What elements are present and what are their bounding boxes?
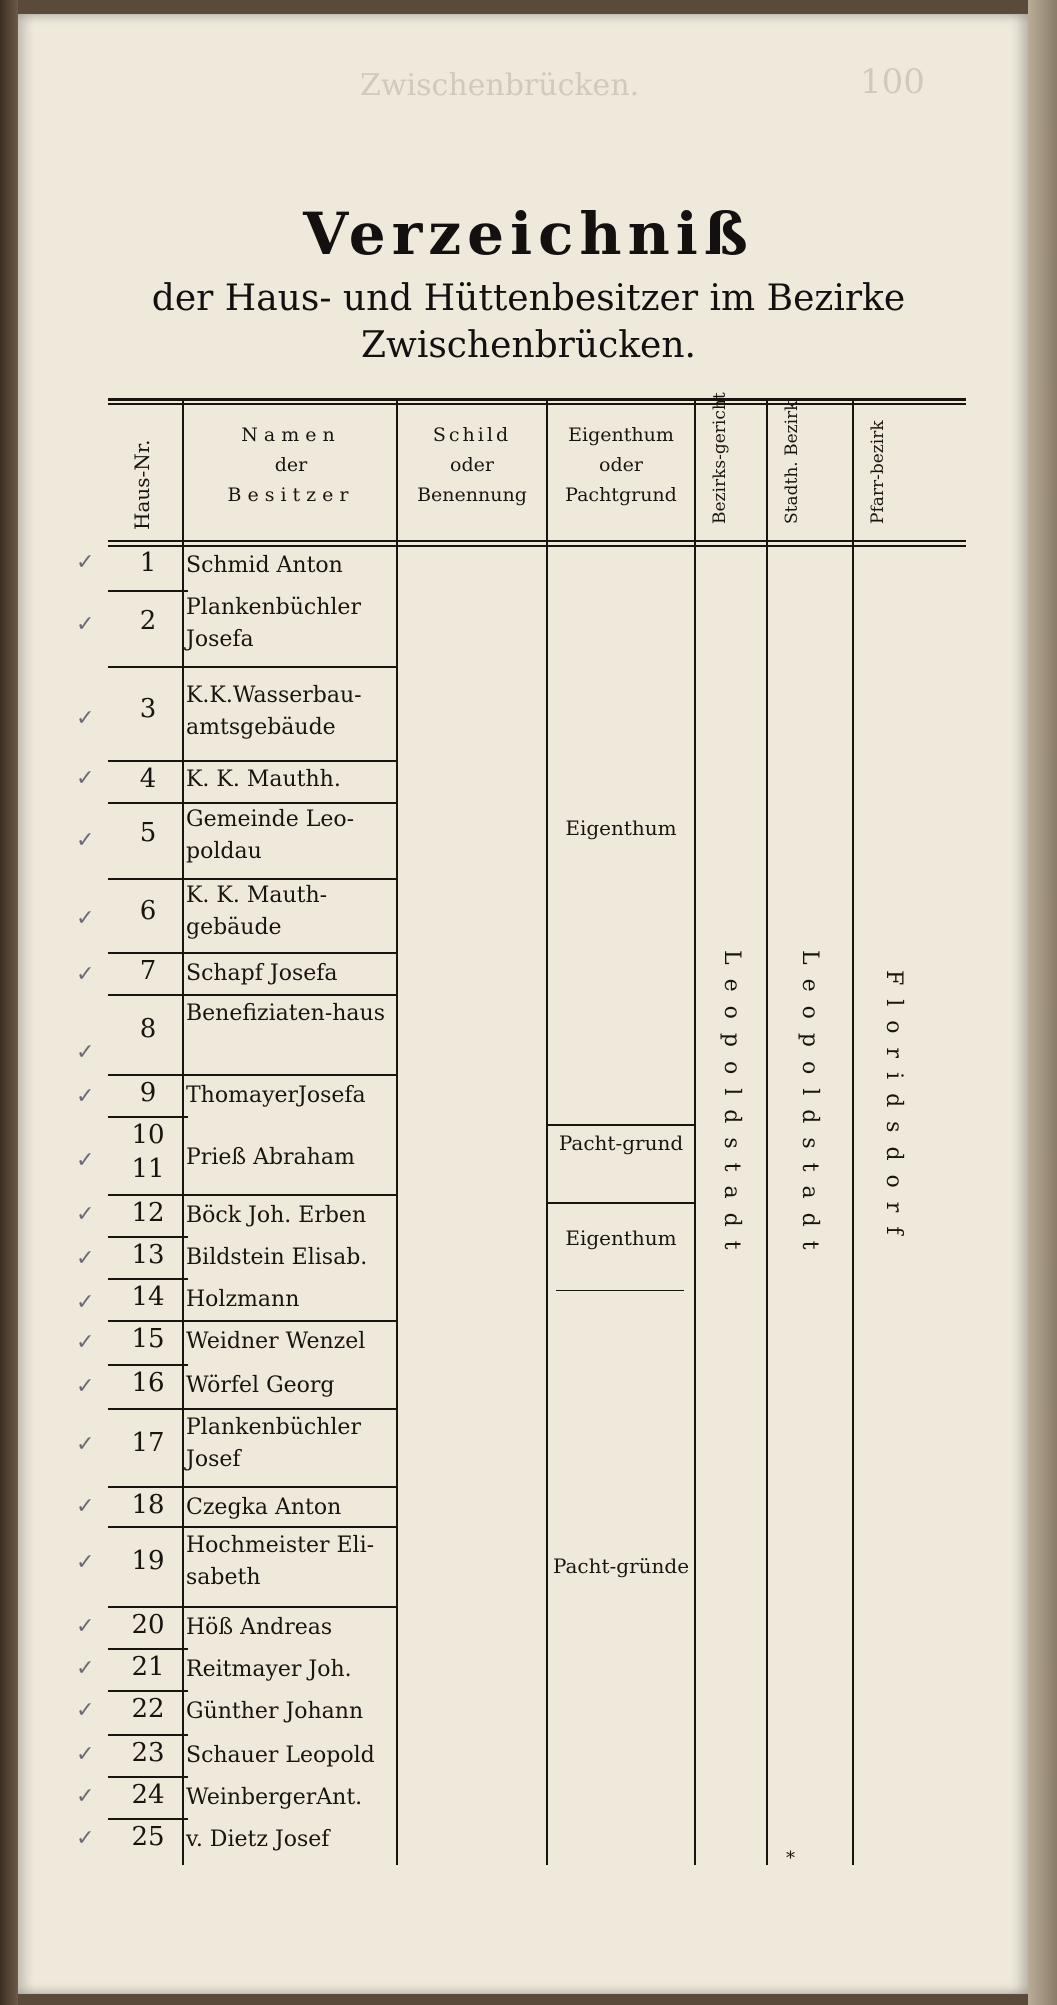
subtitle-line: der Haus- und Hüttenbesitzer im Bezirke: [151, 278, 906, 319]
pencil-check-icon: ✓: [76, 1148, 95, 1173]
pencil-check-icon: ✓: [76, 1698, 95, 1723]
pencil-check-icon: ✓: [76, 1246, 95, 1271]
owner-name: Hochmeister Eli-sabeth: [186, 1533, 375, 1590]
owner-name: K. K. Mauthh.: [186, 767, 341, 792]
house-number: 1: [139, 548, 157, 578]
pencil-check-icon: ✓: [76, 1432, 95, 1457]
owner-name: WeinbergerAnt.: [186, 1785, 363, 1810]
header-schild: Schild oder Benennung: [417, 424, 527, 506]
page-title: Verzeichniß: [303, 200, 754, 268]
header-eigenthum: Eigenthum oder Pachtgrund: [565, 424, 677, 506]
owner-name: Holzmann: [186, 1287, 300, 1312]
owner-name: Plankenbüchler Josefa: [186, 595, 361, 652]
owner-name: Schauer Leopold: [186, 1743, 375, 1768]
house-number: 18: [131, 1490, 165, 1520]
owner-name: ThomayerJosefa: [186, 1083, 366, 1108]
house-number: 23: [131, 1738, 165, 1768]
pencil-check-icon: ✓: [76, 1330, 95, 1355]
header-pfarr-bezirk: Pfarr-bezirk: [868, 420, 888, 524]
pencil-check-icon: ✓: [76, 828, 95, 853]
header-bottom-rule: [108, 540, 966, 542]
pencil-check-icon: ✓: [76, 1494, 95, 1519]
house-number: 12: [131, 1198, 165, 1228]
bleed-through-header: Zwischenbrücken.: [360, 68, 640, 103]
house-number: 9: [139, 1078, 157, 1108]
house-number: 7: [139, 956, 157, 986]
owner-name: Schmid Anton: [186, 553, 343, 578]
pencil-check-icon: ✓: [76, 1614, 95, 1639]
house-number: 15: [131, 1324, 165, 1354]
pencil-check-icon: ✓: [76, 1040, 95, 1065]
owner-name: Höß Andreas: [186, 1615, 333, 1640]
ownership-pachtgrund: Pacht-grund: [558, 1131, 684, 1155]
house-number: 20: [131, 1610, 165, 1640]
house-number: 4: [139, 764, 157, 794]
ownership-eigenthum-2: Eigenthum: [565, 1226, 677, 1250]
owner-name: K. K. Mauth-gebäude: [186, 883, 328, 940]
ownership-divider: [548, 1124, 694, 1126]
subtitle-district: Zwischenbrücken.: [360, 325, 696, 366]
pfarr-bezirk-floridsdorf: Floridsdorf: [881, 970, 906, 1249]
pencil-check-icon: ✓: [76, 1374, 95, 1399]
header-bezirksgericht: Bezirks-gericht: [710, 392, 730, 524]
house-number: 14: [131, 1282, 165, 1312]
pencil-check-icon: ✓: [76, 1084, 95, 1109]
owner-name: Weidner Wenzel: [186, 1329, 366, 1354]
house-number: 24: [131, 1780, 165, 1810]
owner-name: Schapf Josefa: [186, 961, 338, 986]
header-haus-nr: Haus-Nr.: [130, 439, 154, 530]
owner-name: Gemeinde Leo-poldau: [186, 807, 355, 864]
house-number: 13: [131, 1240, 165, 1270]
pencil-check-icon: ✓: [76, 1826, 95, 1851]
pencil-check-icon: ✓: [76, 1550, 95, 1575]
header-namen: Namen der Besitzer: [227, 424, 355, 506]
owner-name: v. Dietz Josef: [186, 1827, 330, 1852]
ownership-eigenthum: Eigenthum: [565, 816, 677, 840]
stadth-bezirk-leopoldstadt: Leopoldstadt: [797, 950, 822, 1264]
house-number: 5: [139, 818, 157, 848]
owner-name: Günther Johann: [186, 1699, 364, 1724]
pencil-check-icon: ✓: [76, 1290, 95, 1315]
header-stadth-bezirk: Stadth. Bezirk: [782, 400, 802, 524]
owner-name: K.K.Wasserbau-amtsgebäude: [186, 683, 362, 740]
col-divider: [694, 400, 696, 1865]
pencil-check-icon: ✓: [76, 1742, 95, 1767]
ownership-divider: [548, 1202, 694, 1204]
col-divider: [766, 400, 768, 1865]
house-number: 16: [131, 1368, 165, 1398]
asterisk-mark: *: [786, 1848, 795, 1869]
pencil-check-icon: ✓: [76, 962, 95, 987]
pencil-check-icon: ✓: [76, 906, 95, 931]
header-bottom-rule-2: [108, 545, 966, 547]
owner-name: Czegka Anton: [186, 1495, 342, 1520]
table-top-rule: [108, 398, 966, 401]
owner-name: Reitmayer Joh.: [186, 1657, 352, 1682]
pencil-check-icon: ✓: [76, 1656, 95, 1681]
col-divider: [396, 400, 398, 1865]
table-top-rule-2: [108, 403, 966, 405]
owner-name: Bildstein Elisab.: [186, 1245, 368, 1270]
house-number: 22: [131, 1694, 165, 1724]
pencil-check-icon: ✓: [76, 612, 95, 637]
owner-name: Böck Joh. Erben: [186, 1203, 367, 1228]
owner-name: Plankenbüchler Josef: [186, 1415, 361, 1472]
pencil-check-icon: ✓: [76, 706, 95, 731]
bleed-through-page-number: 100: [860, 62, 925, 102]
house-number: 2: [139, 606, 157, 636]
house-number: 25: [131, 1822, 165, 1852]
house-number: 19: [131, 1546, 165, 1576]
house-number: 17: [131, 1428, 165, 1458]
house-number: 21: [131, 1652, 165, 1682]
pencil-check-icon: ✓: [76, 766, 95, 791]
owner-name: Benefiziaten-haus: [186, 1001, 385, 1026]
owner-name: Prieß Abraham: [186, 1145, 355, 1170]
bezirksgericht-leopoldstadt: Leopoldstadt: [719, 950, 744, 1264]
owner-name: Wörfel Georg: [186, 1373, 335, 1398]
pencil-check-icon: ✓: [76, 1202, 95, 1227]
house-number: 3: [139, 694, 157, 724]
ownership-pachtgruende: Pacht-gründe: [552, 1554, 690, 1578]
col-divider: [852, 400, 854, 1865]
ownership-divider: [556, 1290, 684, 1291]
house-number: 6: [139, 896, 157, 926]
house-number: 10: [131, 1120, 165, 1150]
house-number: 11: [131, 1154, 165, 1184]
pencil-check-icon: ✓: [76, 550, 95, 575]
pencil-check-icon: ✓: [76, 1784, 95, 1809]
house-number: 8: [139, 1014, 157, 1044]
